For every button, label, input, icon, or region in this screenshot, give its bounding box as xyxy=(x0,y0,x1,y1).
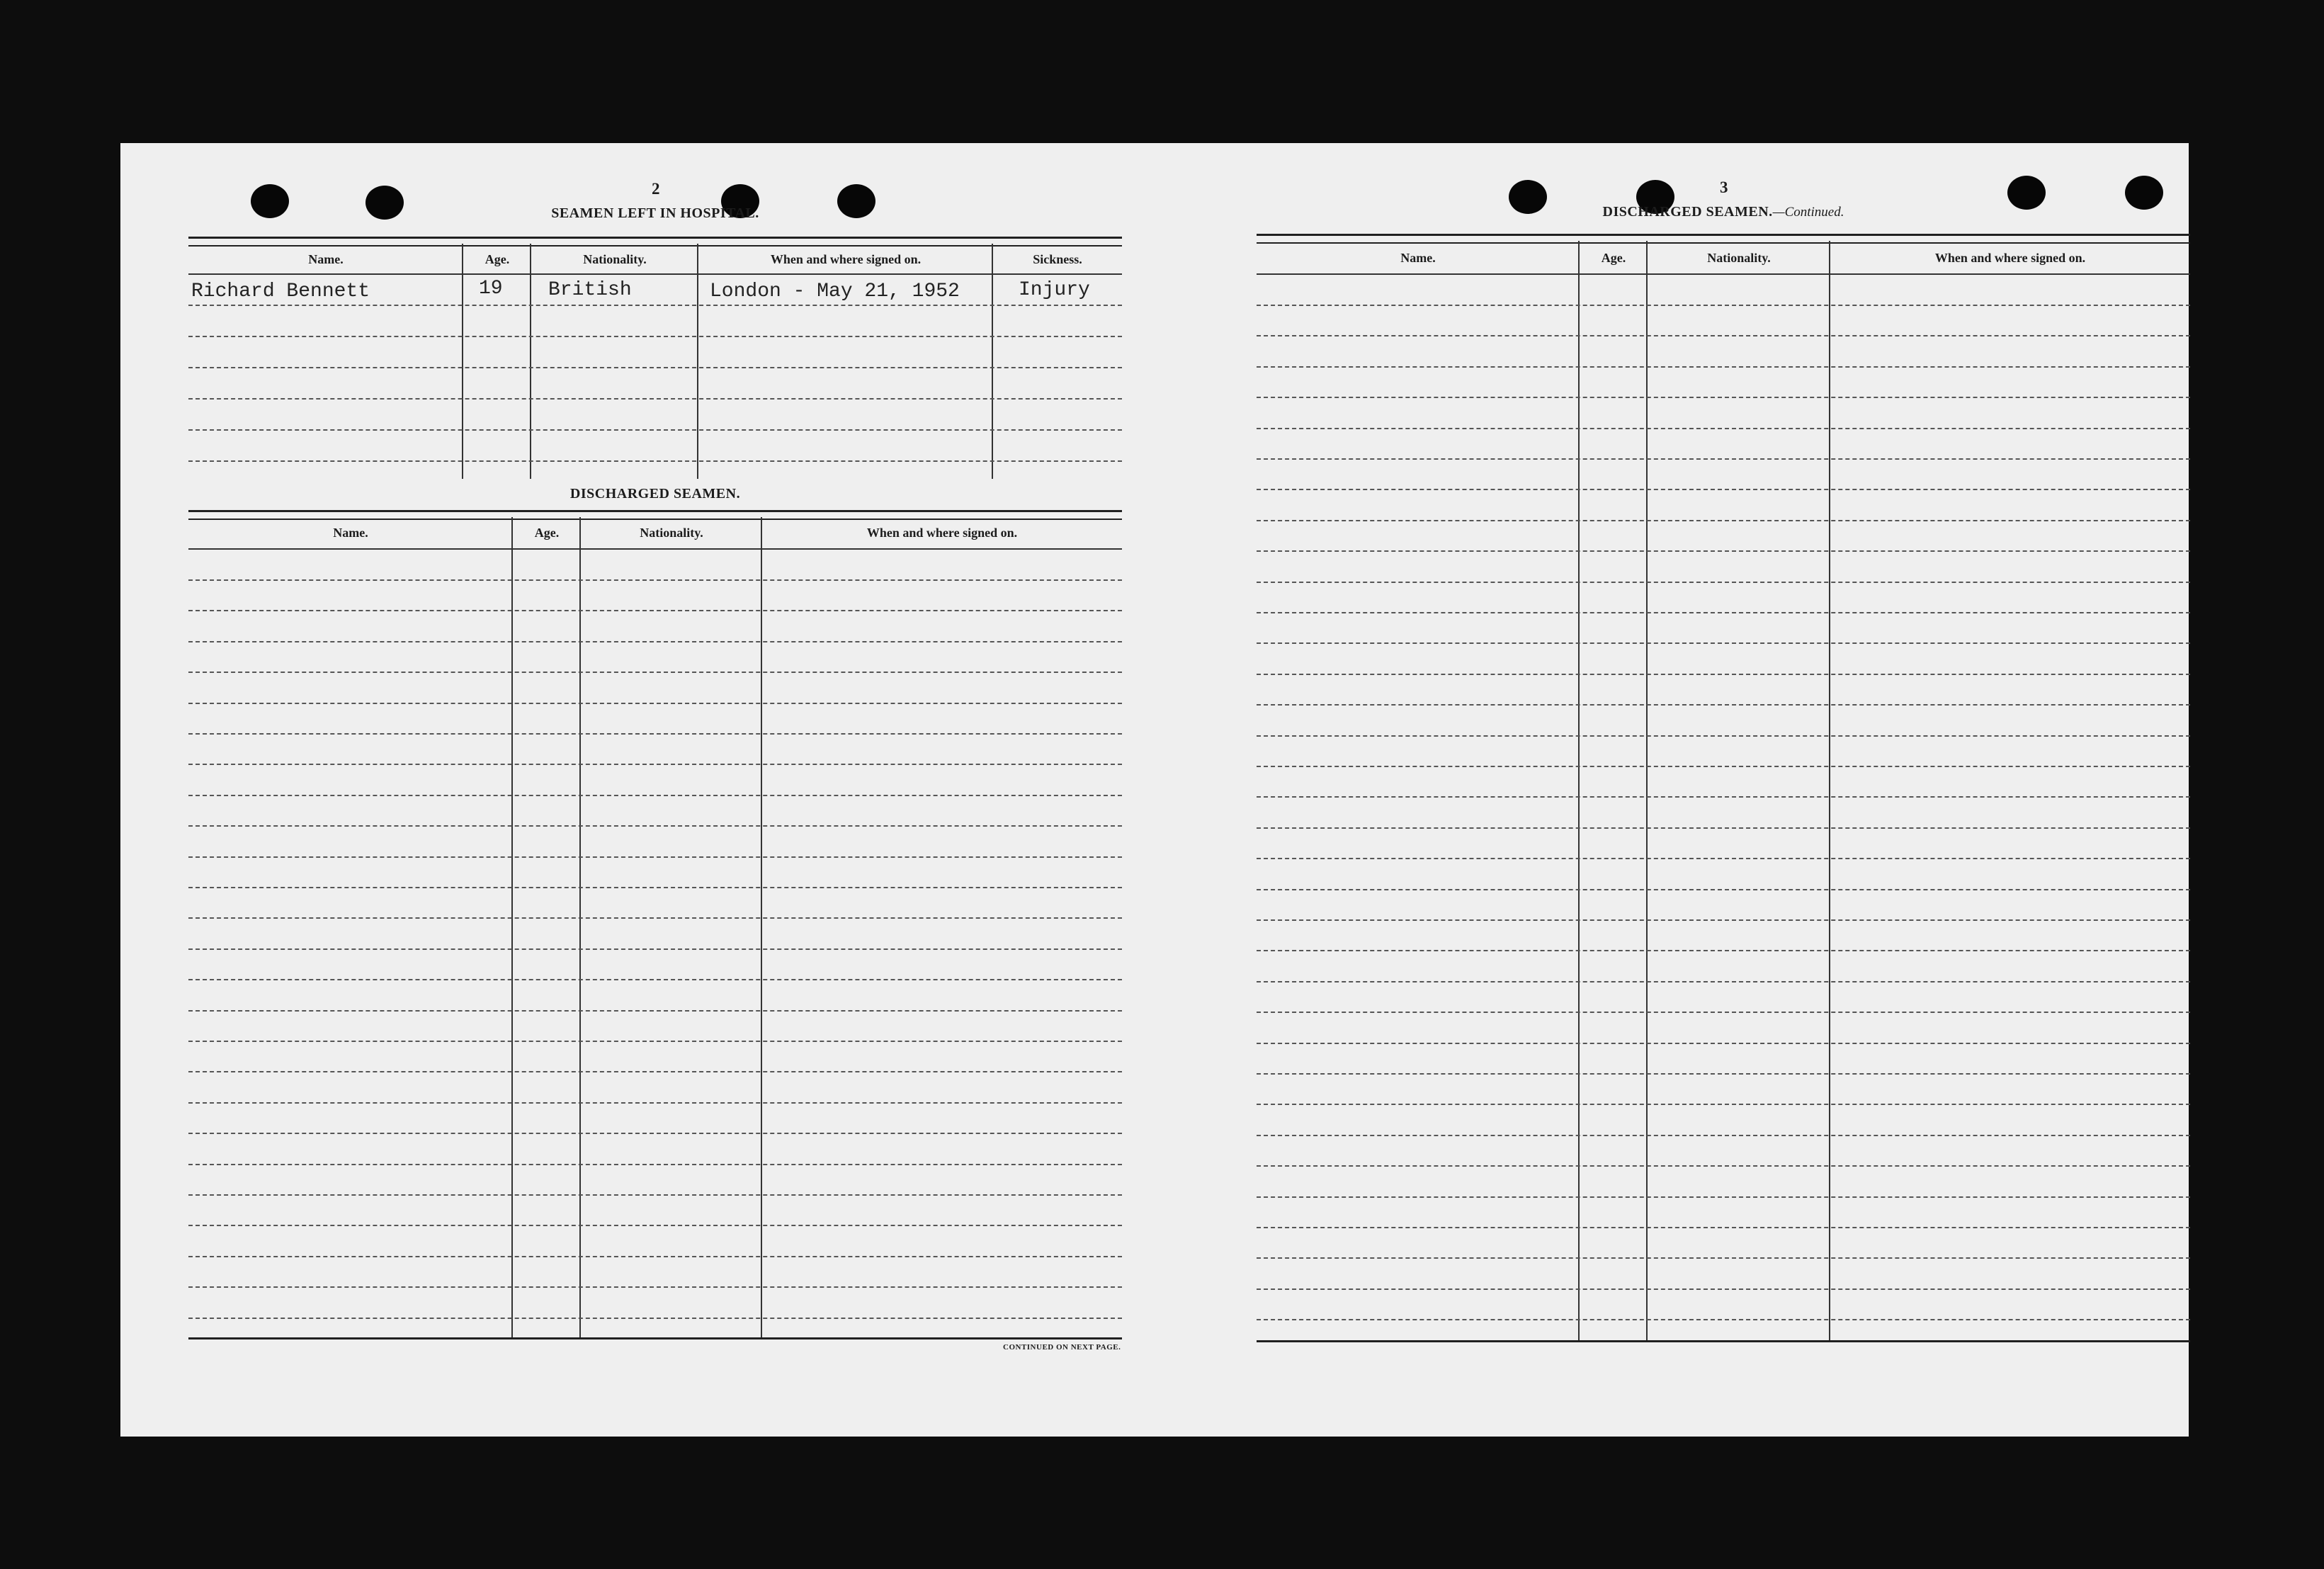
row-line xyxy=(1257,1165,2190,1167)
right-page xyxy=(1257,143,2190,1437)
discharged-table xyxy=(188,509,1122,1344)
row-line xyxy=(1257,582,2190,583)
row-line xyxy=(188,672,1122,673)
row-line xyxy=(1257,766,2190,767)
header-underline xyxy=(1257,273,2190,275)
row-line xyxy=(1257,1196,2190,1198)
row-line xyxy=(1257,520,2190,521)
column-header-signed-on: When and where signed on. xyxy=(866,526,1018,540)
row-line xyxy=(188,795,1122,796)
row-line xyxy=(188,641,1122,642)
discharged-continued-title xyxy=(1257,204,2190,220)
row-line xyxy=(188,1256,1122,1257)
row-line xyxy=(188,1194,1122,1196)
row-line xyxy=(188,979,1122,980)
hospital-section-title: SEAMEN LEFT IN HOSPITAL. xyxy=(551,205,759,221)
table-top-rule xyxy=(188,237,1122,247)
row-line xyxy=(1257,397,2190,398)
seaman-nationality: British xyxy=(548,279,632,301)
row-line xyxy=(188,1225,1122,1226)
row-line xyxy=(1257,950,2190,951)
column-divider xyxy=(761,517,762,1337)
table-bottom-rule xyxy=(1257,1340,2190,1342)
column-header-signed-on: When and where signed on. xyxy=(770,252,922,266)
row-line xyxy=(1257,796,2190,798)
column-divider xyxy=(697,244,698,479)
column-header-name: Name. xyxy=(1400,251,1436,265)
row-line xyxy=(188,733,1122,735)
column-header-signed-on: When and where signed on. xyxy=(1934,251,2086,265)
row-line xyxy=(188,1318,1122,1319)
row-line xyxy=(188,948,1122,950)
column-divider xyxy=(1829,241,1830,1340)
column-divider xyxy=(530,244,531,479)
column-divider xyxy=(1646,241,1648,1340)
row-line xyxy=(1257,674,2190,675)
row-line xyxy=(1257,305,2190,306)
row-line xyxy=(1257,1135,2190,1136)
discharged-continued-title-text: DISCHARGED SEAMEN. xyxy=(1602,204,1773,220)
row-line xyxy=(1257,1257,2190,1259)
row-line xyxy=(188,398,1122,400)
column-header-age: Age. xyxy=(534,526,560,540)
column-divider xyxy=(1578,241,1580,1340)
row-line xyxy=(1257,642,2190,644)
row-line xyxy=(188,460,1122,462)
table-bottom-rule xyxy=(188,1337,1122,1339)
row-line xyxy=(188,825,1122,827)
column-header-age: Age. xyxy=(1601,251,1626,265)
row-line xyxy=(188,703,1122,704)
row-line xyxy=(1257,458,2190,460)
discharged-continued-table xyxy=(1257,231,2190,1350)
column-header-name: Name. xyxy=(308,252,344,266)
seaman-age: 19 xyxy=(479,278,503,300)
column-divider xyxy=(511,517,513,1337)
row-line xyxy=(1257,1043,2190,1044)
column-header-nationality: Nationality. xyxy=(640,526,703,540)
row-line xyxy=(188,579,1122,581)
row-line xyxy=(1257,1288,2190,1290)
row-line xyxy=(1257,489,2190,490)
row-line xyxy=(1257,1073,2190,1075)
row-line xyxy=(188,1286,1122,1288)
row-line xyxy=(188,336,1122,337)
row-line xyxy=(188,917,1122,919)
row-line xyxy=(1257,919,2190,921)
row-line xyxy=(188,1071,1122,1072)
row-line xyxy=(188,429,1122,431)
column-divider xyxy=(992,244,993,479)
table-top-rule xyxy=(1257,234,2190,244)
continued-footnote: CONTINUED ON NEXT PAGE. xyxy=(1003,1343,1121,1352)
row-line xyxy=(1257,366,2190,368)
row-line xyxy=(188,305,1122,306)
row-line xyxy=(1257,735,2190,737)
row-line xyxy=(1257,1319,2190,1320)
row-line xyxy=(1257,1012,2190,1013)
page-number: 2 xyxy=(652,180,660,198)
continued-suffix: —Continued. xyxy=(1772,205,1844,220)
header-underline xyxy=(188,548,1122,550)
row-line xyxy=(1257,612,2190,613)
row-line xyxy=(1257,704,2190,706)
row-line xyxy=(188,1102,1122,1104)
row-line xyxy=(1257,550,2190,552)
document-sheet xyxy=(120,143,2189,1437)
header-underline xyxy=(188,273,1122,275)
page-number: 3 xyxy=(1720,179,1728,196)
table-top-rule xyxy=(188,510,1122,520)
column-divider xyxy=(462,244,463,479)
row-line xyxy=(1257,428,2190,429)
column-header-nationality: Nationality. xyxy=(583,252,647,266)
seaman-signed-on: London - May 21, 1952 xyxy=(710,281,960,302)
row-line xyxy=(188,764,1122,765)
row-line xyxy=(188,1164,1122,1165)
left-page xyxy=(188,143,1122,1437)
row-line xyxy=(1257,335,2190,336)
row-line xyxy=(188,856,1122,858)
column-header-name: Name. xyxy=(333,526,368,540)
hospital-table xyxy=(188,234,1122,482)
column-header-age: Age. xyxy=(484,252,510,266)
column-header-nationality: Nationality. xyxy=(1707,251,1771,265)
row-line xyxy=(1257,981,2190,982)
seaman-sickness: Injury xyxy=(1019,279,1090,301)
row-line xyxy=(1257,827,2190,829)
row-line xyxy=(1257,1104,2190,1105)
row-line xyxy=(188,1041,1122,1042)
row-line xyxy=(188,367,1122,368)
row-line xyxy=(1257,858,2190,859)
column-header-sickness: Sickness. xyxy=(1033,252,1082,266)
seaman-name: Richard Bennett xyxy=(191,281,370,302)
row-line xyxy=(188,1010,1122,1012)
discharged-section-title: DISCHARGED SEAMEN. xyxy=(569,486,741,502)
row-line xyxy=(188,887,1122,888)
row-line xyxy=(188,1133,1122,1134)
row-line xyxy=(1257,1227,2190,1228)
row-line xyxy=(1257,889,2190,890)
column-divider xyxy=(579,517,581,1337)
row-line xyxy=(188,610,1122,611)
